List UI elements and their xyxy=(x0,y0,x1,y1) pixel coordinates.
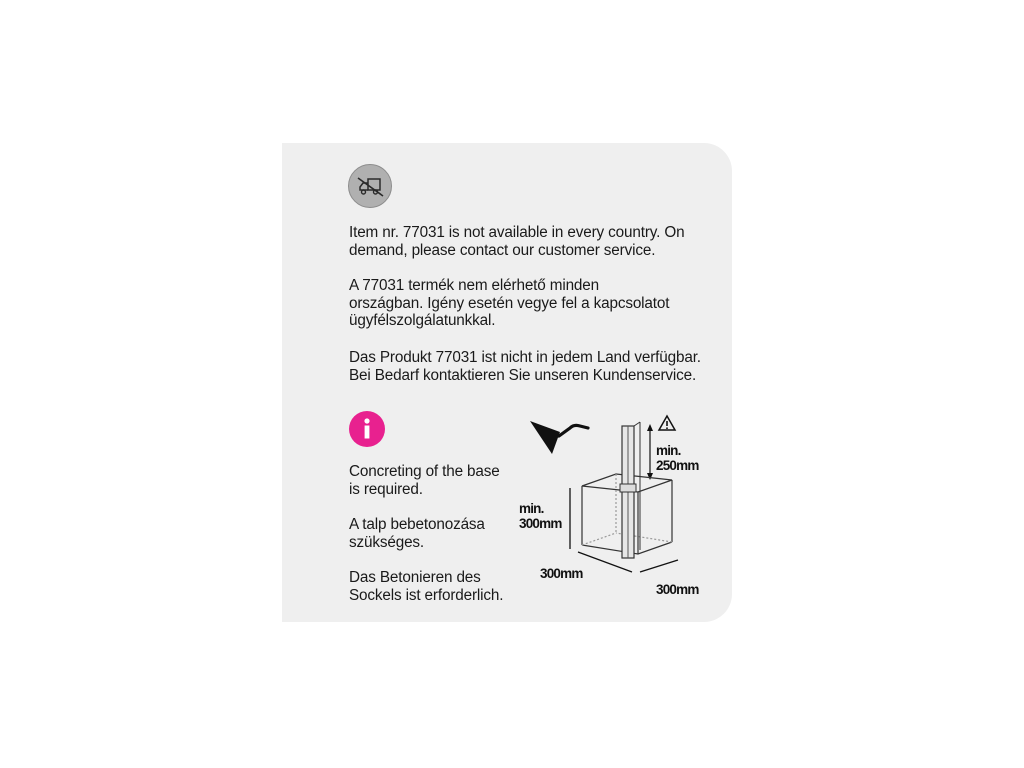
concreting-text-hu: A talp bebetonozása szükséges. xyxy=(349,516,485,551)
depth-arrow xyxy=(647,424,653,480)
trowel-icon xyxy=(530,421,588,454)
width-label: 300mm xyxy=(540,566,583,581)
info-icon xyxy=(349,411,385,447)
height-label: min. 300mm xyxy=(519,501,562,531)
availability-text-de: Das Produkt 77031 ist nicht in jedem Land verfügbar. Bei Bedarf kontaktieren Sie unseren Kundenservice. xyxy=(349,349,701,384)
depth-label: min. 250mm xyxy=(656,443,699,473)
post-anchor xyxy=(620,422,640,558)
availability-text-en: Item nr. 77031 is not available in every country. On demand, please contact our customer service. xyxy=(349,224,685,259)
availability-text-hu: A 77031 termék nem elérhető minden országban. Igény esetén vegye fel a kapcsolatot ügyfélszolgálatunkkal. xyxy=(349,277,670,330)
concreting-text-en: Concreting of the base is required. xyxy=(349,463,500,498)
no-truck-delivery-icon xyxy=(348,164,392,208)
concreting-text-de: Das Betonieren des Sockels ist erforderlich. xyxy=(349,569,504,604)
warning-icon xyxy=(659,416,675,430)
length-label: 300mm xyxy=(656,582,699,597)
